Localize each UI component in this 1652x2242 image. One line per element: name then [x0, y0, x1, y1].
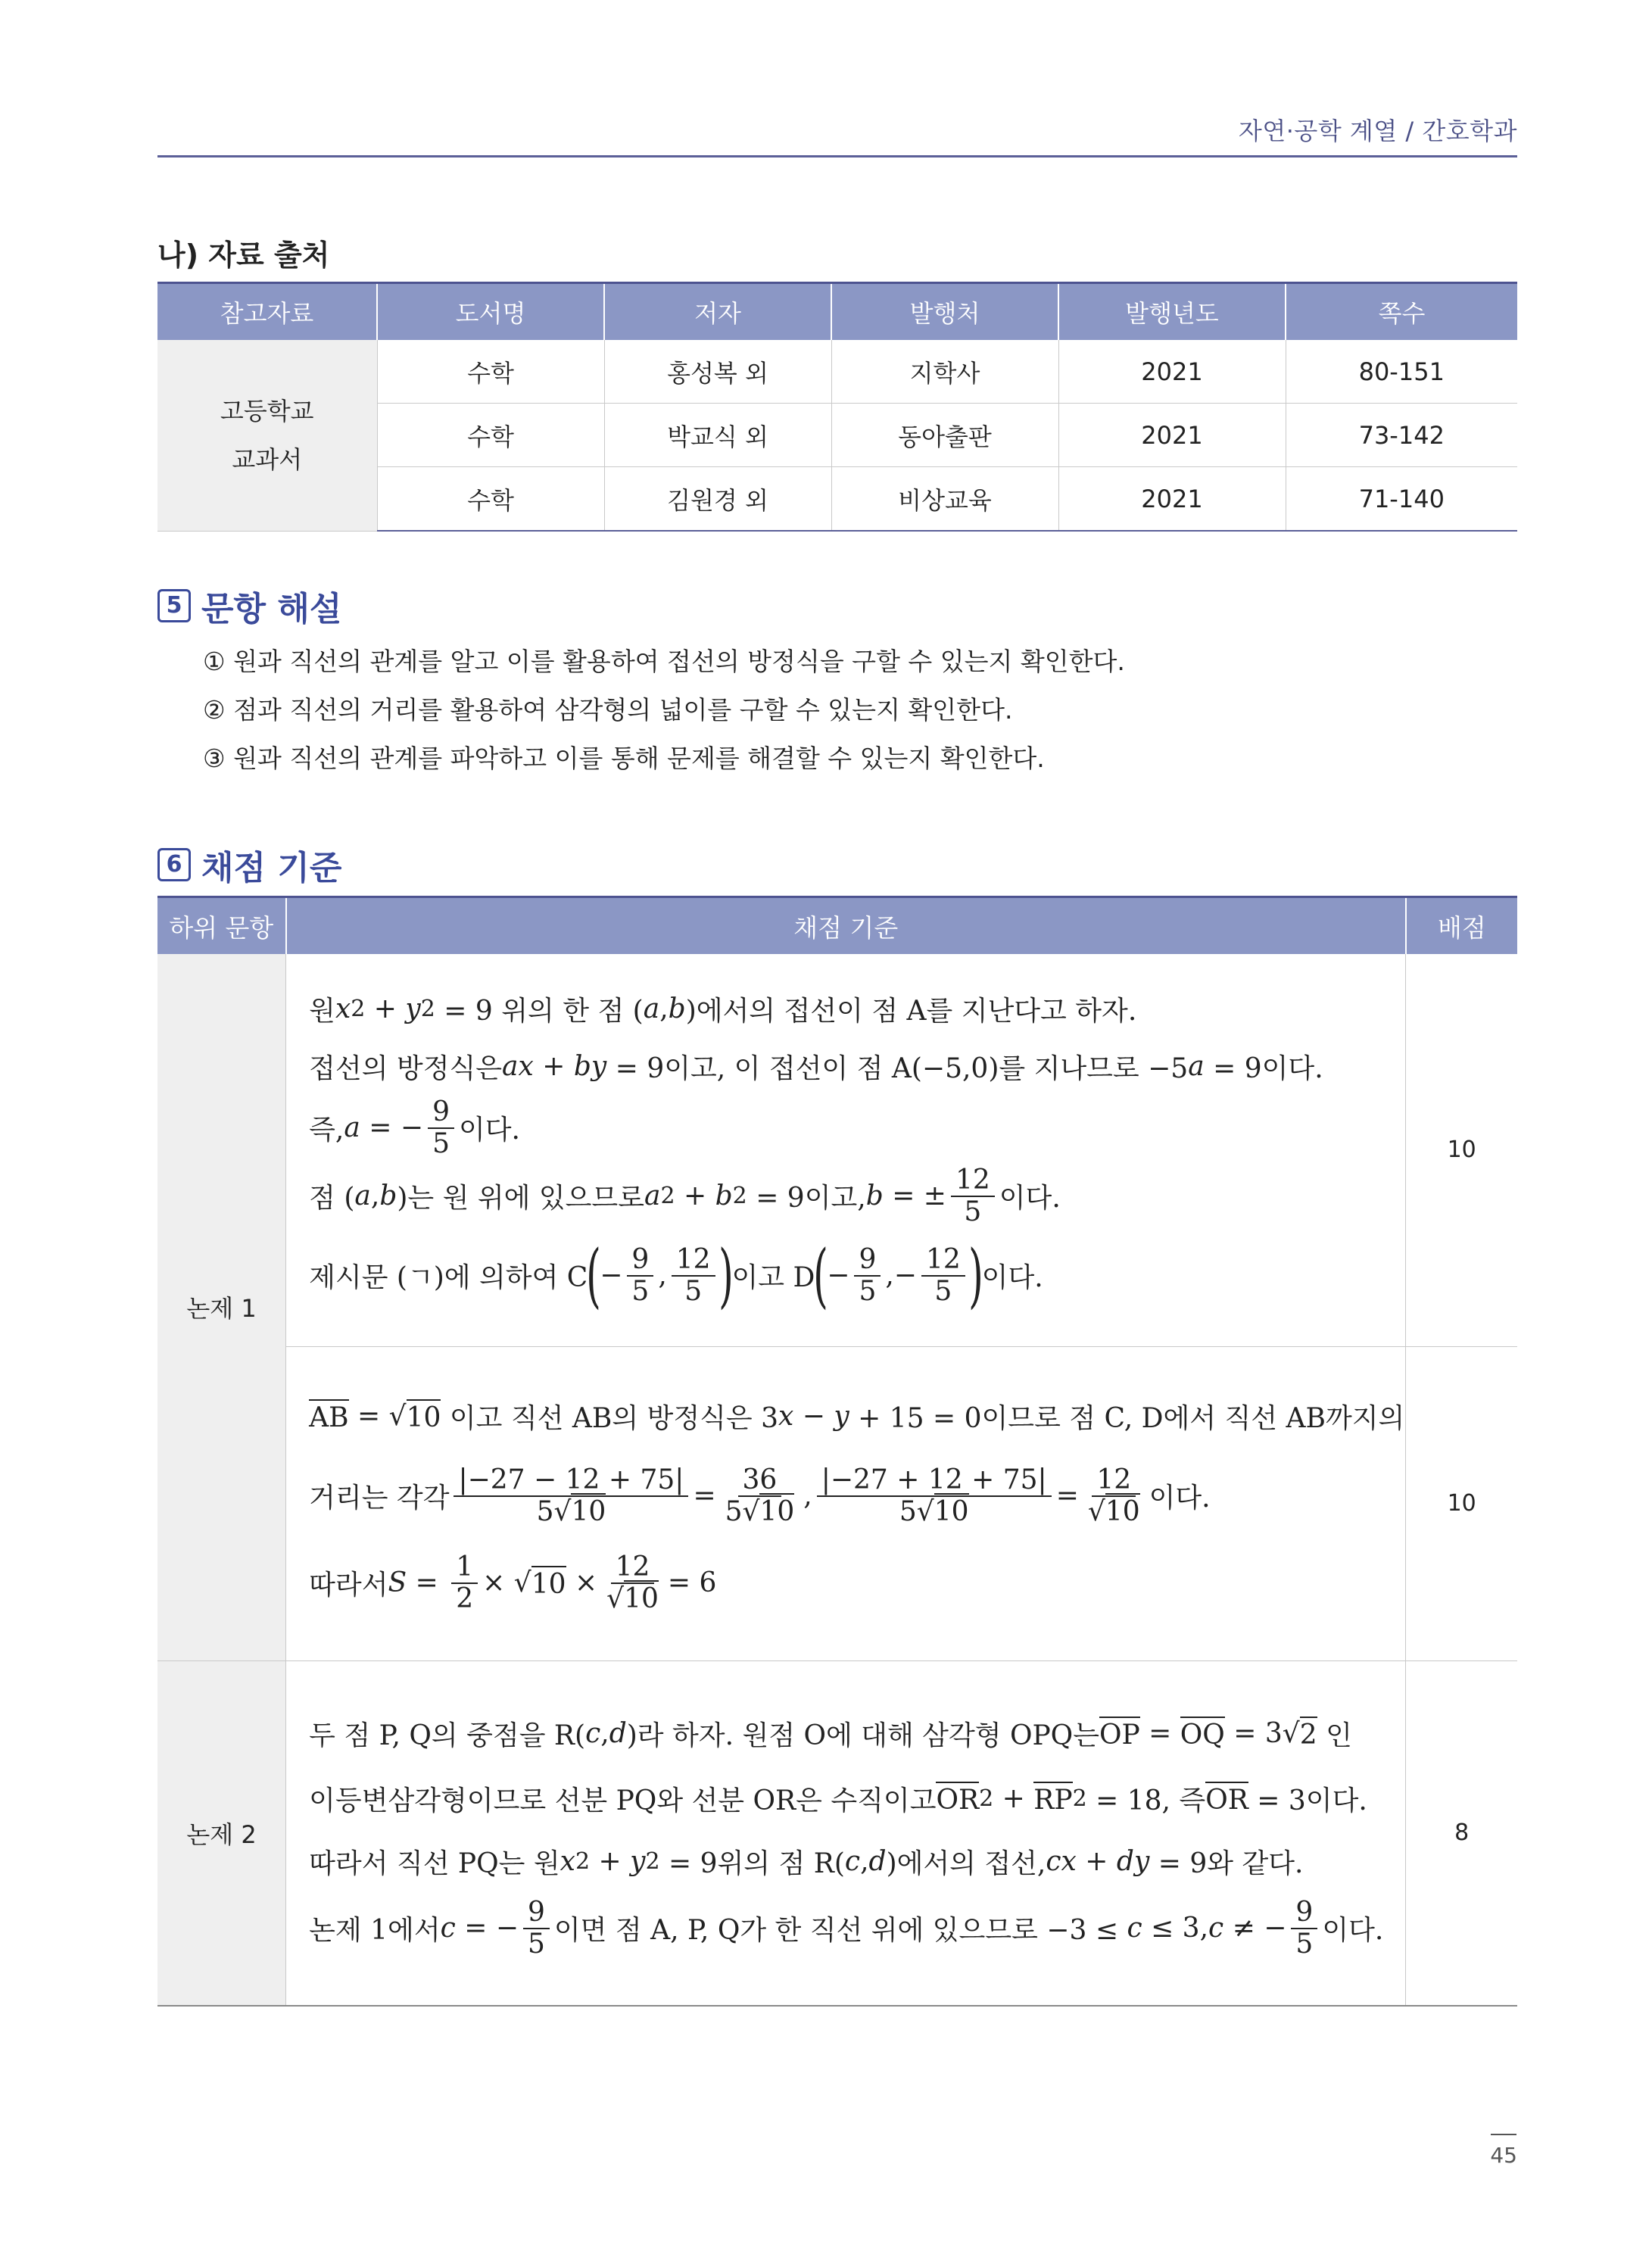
table-cell: 80-151 — [1286, 340, 1517, 404]
section-5-title — [157, 582, 341, 630]
grading-table — [157, 896, 1517, 2007]
table-cell: 2021 — [1058, 467, 1286, 532]
page-number-rule — [1491, 2134, 1516, 2135]
reference-group-cell — [157, 340, 377, 531]
col-header: 배점 — [1406, 897, 1517, 955]
col-header: 참고자료 — [157, 283, 377, 341]
section-number-badge: 6 — [157, 848, 191, 881]
header-divider — [157, 155, 1517, 157]
col-header: 도서명 — [377, 283, 604, 341]
table-cell: 김원경 외 — [604, 467, 831, 532]
reference-group-label: 고등학교 — [220, 396, 314, 426]
page-number — [1490, 2134, 1517, 2168]
reference-group-label: 교과서 — [232, 444, 303, 474]
col-header: 발행처 — [831, 283, 1058, 341]
col-header: 채점 기준 — [286, 897, 1406, 955]
source-heading: 나) 자료 출처 — [157, 239, 330, 272]
table-cell: 수학 — [377, 340, 604, 404]
table-cell: 2021 — [1058, 404, 1286, 467]
solution-list — [203, 642, 1125, 787]
table-cell: 2021 — [1058, 340, 1286, 404]
question-label: 논제 1 — [157, 954, 286, 1660]
list-item: ① 원과 직선의 관계를 알고 이를 활용하여 접선의 방정식을 구할 수 있는지 확인한다. — [203, 647, 1125, 676]
table-row — [157, 340, 1517, 404]
col-header: 하위 문항 — [157, 897, 286, 955]
section-title-text: 문항 해설 — [201, 590, 342, 628]
table-cell: 비상교육 — [831, 467, 1058, 532]
source-table-header — [157, 283, 1517, 341]
table-cell: 71-140 — [1286, 467, 1517, 532]
list-item: ③ 원과 직선의 관계를 파악하고 이를 통해 문제를 해결할 수 있는지 확인한다. — [203, 744, 1045, 773]
source-table — [157, 282, 1517, 532]
table-cell: 홍성복 외 — [604, 340, 831, 404]
table-cell: 73-142 — [1286, 404, 1517, 467]
score-cell: 8 — [1406, 1660, 1517, 2006]
table-cell: 수학 — [377, 404, 604, 467]
list-item: ② 점과 직선의 거리를 활용하여 삼각형의 넓이를 구할 수 있는지 확인한다. — [203, 695, 1013, 725]
table-cell: 수학 — [377, 467, 604, 532]
table-cell: 지학사 — [831, 340, 1058, 404]
criteria-cell: 원 x 2 + y 2 = 9 위의 한 점 ( a , b )에서의 접선이 점 A를 지난다고 하자. 접선의 방정식은 ax + by = 9이고, 이 접선이 점 A(−5,0)를 지나므로 −5 a = 9이다. 즉, a = − $\frac{9}{5}$ 이다. 점 ( a , b )는 원 위에 있으므로 a 2 + b 2 = 9이고, b = ± $\frac{12}{5}$ 이다. 제시문 (ㄱ)에 의하여 C ( − $\frac{9}{5}$ , $\frac{12}{5}$ ) 이고 D ( − $\frac{9}{5}$ ,− $\frac{12}{5}$ ) 이다. — [286, 954, 1406, 1346]
grading-table-header — [157, 897, 1517, 955]
section-6-title — [157, 840, 341, 889]
col-header: 쪽수 — [1286, 283, 1517, 341]
table-row — [157, 1660, 1517, 2006]
criteria-cell: AB = √ 10 이고 직선 AB의 방정식은 3 x − y + 15 = 0이므로 점 C, D에서 직선 AB까지의 거리는 각각 $\frac{|-27 - 12 + 75|}{5√ 10}$ = $\frac{36}{5√ 10}$ , $\frac{|-27 + 12 + 75|}{5√ 10}$ = 12 √ 10 이다. 따라서 S = $\frac{1}{2}$ × √ 10 × 12 √ 10 = 6 — [286, 1346, 1406, 1660]
section-number-badge: 5 — [157, 589, 191, 622]
score-cell: 10 — [1406, 954, 1517, 1346]
criteria-cell: 두 점 P, Q의 중점을 R( c , d )라 하자. 원점 O에 대해 삼각형 OPQ는 OP = OQ = 3 √ 2 인 이등변삼각형이므로 선분 PQ와 선분 OR은 수직이고 OR 2 + RP 2 = 18, 즉 OR = 3이다. 따라서 직선 PQ는 원 x 2 + y 2 = 9위의 점 R( c , d )에서의 접선, cx + dy = 9와 같다. 논제 1에서 c = − $\frac{9}{5}$ 이면 점 A, P, Q가 한 직선 위에 있으므로 −3 ≤ c ≤ 3, c ≠ − $\frac{9}{5}$ 이다. — [286, 1660, 1406, 2006]
table-row — [157, 954, 1517, 1346]
col-header: 저자 — [604, 283, 831, 341]
table-cell: 동아출판 — [831, 404, 1058, 467]
score-cell: 10 — [1406, 1346, 1517, 1660]
table-cell: 박교식 외 — [604, 404, 831, 467]
header-category: 자연·공학 계열 / 간호학과 — [1238, 117, 1517, 145]
question-label: 논제 2 — [157, 1660, 286, 2006]
table-row — [157, 1346, 1517, 1660]
section-title-text: 채점 기준 — [201, 849, 342, 887]
page-number-text: 45 — [1490, 2143, 1517, 2168]
col-header: 발행년도 — [1058, 283, 1286, 341]
